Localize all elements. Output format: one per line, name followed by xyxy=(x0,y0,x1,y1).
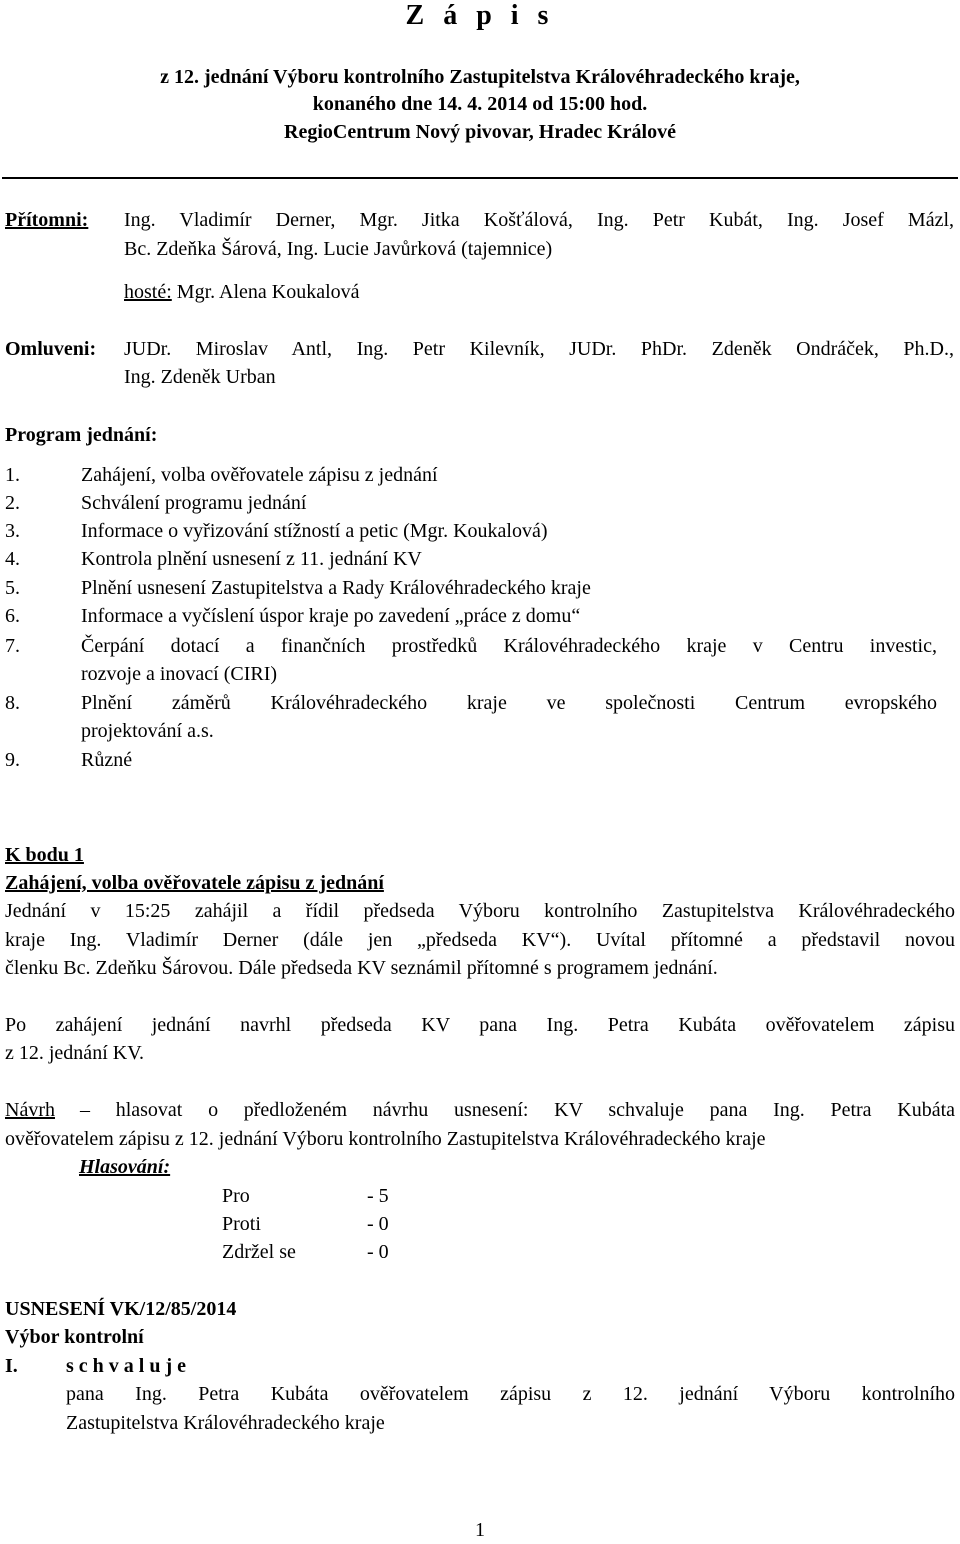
program-item-text: Informace o vyřizování stížností a petic (Mgr. Koukalová) xyxy=(81,520,548,542)
vote-count: - 0 xyxy=(367,1213,389,1235)
program-item-number: 2. xyxy=(5,492,20,514)
opening-paragraph-line-1: Jednání v 15:25 zahájil a řídil předseda Výboru kontrolního Zastupitelstva Královéhradeckého xyxy=(5,900,955,922)
vote-label: Hlasování: xyxy=(79,1156,171,1178)
program-item-number: 6. xyxy=(5,605,20,627)
program-item-text: Plnění usnesení Zastupitelstva a Rady Královéhradeckého kraje xyxy=(81,577,591,599)
page-number: 1 xyxy=(475,1519,485,1541)
program-item-text: Zahájení, volba ověřovatele zápisu z jednání xyxy=(81,464,438,486)
resolution-id: USNESENÍ VK/12/85/2014 xyxy=(5,1298,237,1320)
guests-names: Mgr. Alena Koukalová xyxy=(176,281,360,303)
program-item-number: 3. xyxy=(5,520,20,542)
program-item-text-continued: projektování a.s. xyxy=(81,720,214,742)
present-names-line-1: Ing. Vladimír Derner, Mgr. Jitka Košťálová, Ing. Petr Kubát, Ing. Josef Mázl, xyxy=(124,209,954,231)
present-names-line-2: Bc. Zdeňka Šárová, Ing. Lucie Javůrková (tajemnice) xyxy=(124,238,553,260)
program-item-text: Různé xyxy=(81,749,133,771)
resolution-body: Výbor kontrolní xyxy=(5,1326,144,1348)
program-heading: Program jednání: xyxy=(5,424,158,446)
proposal-line-2: ověřovatelem zápisu z 12. jednání Výboru kontrolního Zastupitelstva Královéhradeckého kraje xyxy=(5,1128,766,1150)
vote-count: - 0 xyxy=(367,1241,389,1263)
proposal-line-1: – hlasovat o předloženém návrhu usnesení: KV schvaluje pana Ing. Petra Kubáta xyxy=(80,1099,955,1121)
vote-option-label: Proti xyxy=(222,1213,261,1235)
vote-count: - 5 xyxy=(367,1185,389,1207)
opening-paragraph-line-3: členku Bc. Zdeňku Šárovou. Dále předseda KV seznámil přítomné s programem jednání. xyxy=(5,957,718,979)
excused-names-line-2: Ing. Zdeněk Urban xyxy=(124,366,276,388)
meeting-subtitle-line-3: RegioCentrum Nový pivovar, Hradec Králové xyxy=(284,121,676,143)
verifier-paragraph-line-1: Po zahájení jednání navrhl předseda KV pana Ing. Petra Kubáta ověřovatelem zápisu xyxy=(5,1014,955,1036)
resolution-text-line-1: pana Ing. Petra Kubáta ověřovatelem zápisu z 12. jednání Výboru kontrolního xyxy=(66,1383,955,1405)
vote-option-label: Pro xyxy=(222,1185,250,1207)
program-item-text: Čerpání dotací a finančních prostředků Královéhradeckého kraje v Centru investic, xyxy=(81,635,937,657)
resolution-text-line-2: Zastupitelstva Královéhradeckého kraje xyxy=(66,1412,385,1434)
document-title: Z á p i s xyxy=(405,0,555,31)
program-item-number: 9. xyxy=(5,749,20,771)
verifier-paragraph-line-2: z 12. jednání KV. xyxy=(5,1042,145,1064)
agenda-point-label: K bodu 1 xyxy=(5,844,84,866)
program-item-text: Schválení programu jednání xyxy=(81,492,307,514)
program-item-text-continued: rozvoje a inovací (CIRI) xyxy=(81,663,278,685)
agenda-point-title: Zahájení, volba ověřovatele zápisu z jednání xyxy=(5,872,384,894)
resolution-verb: s c h v a l u j e xyxy=(66,1355,186,1377)
meeting-subtitle-line-2: konaného dne 14. 4. 2014 od 15:00 hod. xyxy=(312,93,648,115)
program-item-text: Informace a vyčíslení úspor kraje po zavedení „práce z domu“ xyxy=(81,605,581,627)
program-item-number: 1. xyxy=(5,464,20,486)
present-label: Přítomni: xyxy=(5,209,89,231)
program-item-number: 8. xyxy=(5,692,20,714)
program-item-text: Plnění záměrů Královéhradeckého kraje ve společnosti Centrum evropského xyxy=(81,692,937,714)
guests-row xyxy=(124,278,360,306)
excused-names-line-1: JUDr. Miroslav Antl, Ing. Petr Kilevník, JUDr. PhDr. Zdeněk Ondráček, Ph.D., xyxy=(124,338,954,360)
header-divider xyxy=(2,177,958,179)
program-item-number: 4. xyxy=(5,548,20,570)
program-item-text: Kontrola plnění usnesení z 11. jednání KV xyxy=(81,548,422,570)
opening-paragraph-line-2: kraje Ing. Vladimír Derner (dále jen „předseda KV“). Uvítal přítomné a představil novou xyxy=(5,929,955,951)
program-item-number: 5. xyxy=(5,577,20,599)
program-item-number: 7. xyxy=(5,635,20,657)
resolution-roman-numeral: I. xyxy=(5,1355,18,1377)
proposal-label: Návrh xyxy=(5,1099,55,1121)
vote-option-label: Zdržel se xyxy=(222,1241,296,1263)
guests-label: hosté: xyxy=(124,281,172,303)
meeting-subtitle-line-1: z 12. jednání Výboru kontrolního Zastupitelstva Královéhradeckého kraje, xyxy=(160,66,800,88)
excused-label: Omluveni: xyxy=(5,338,97,360)
